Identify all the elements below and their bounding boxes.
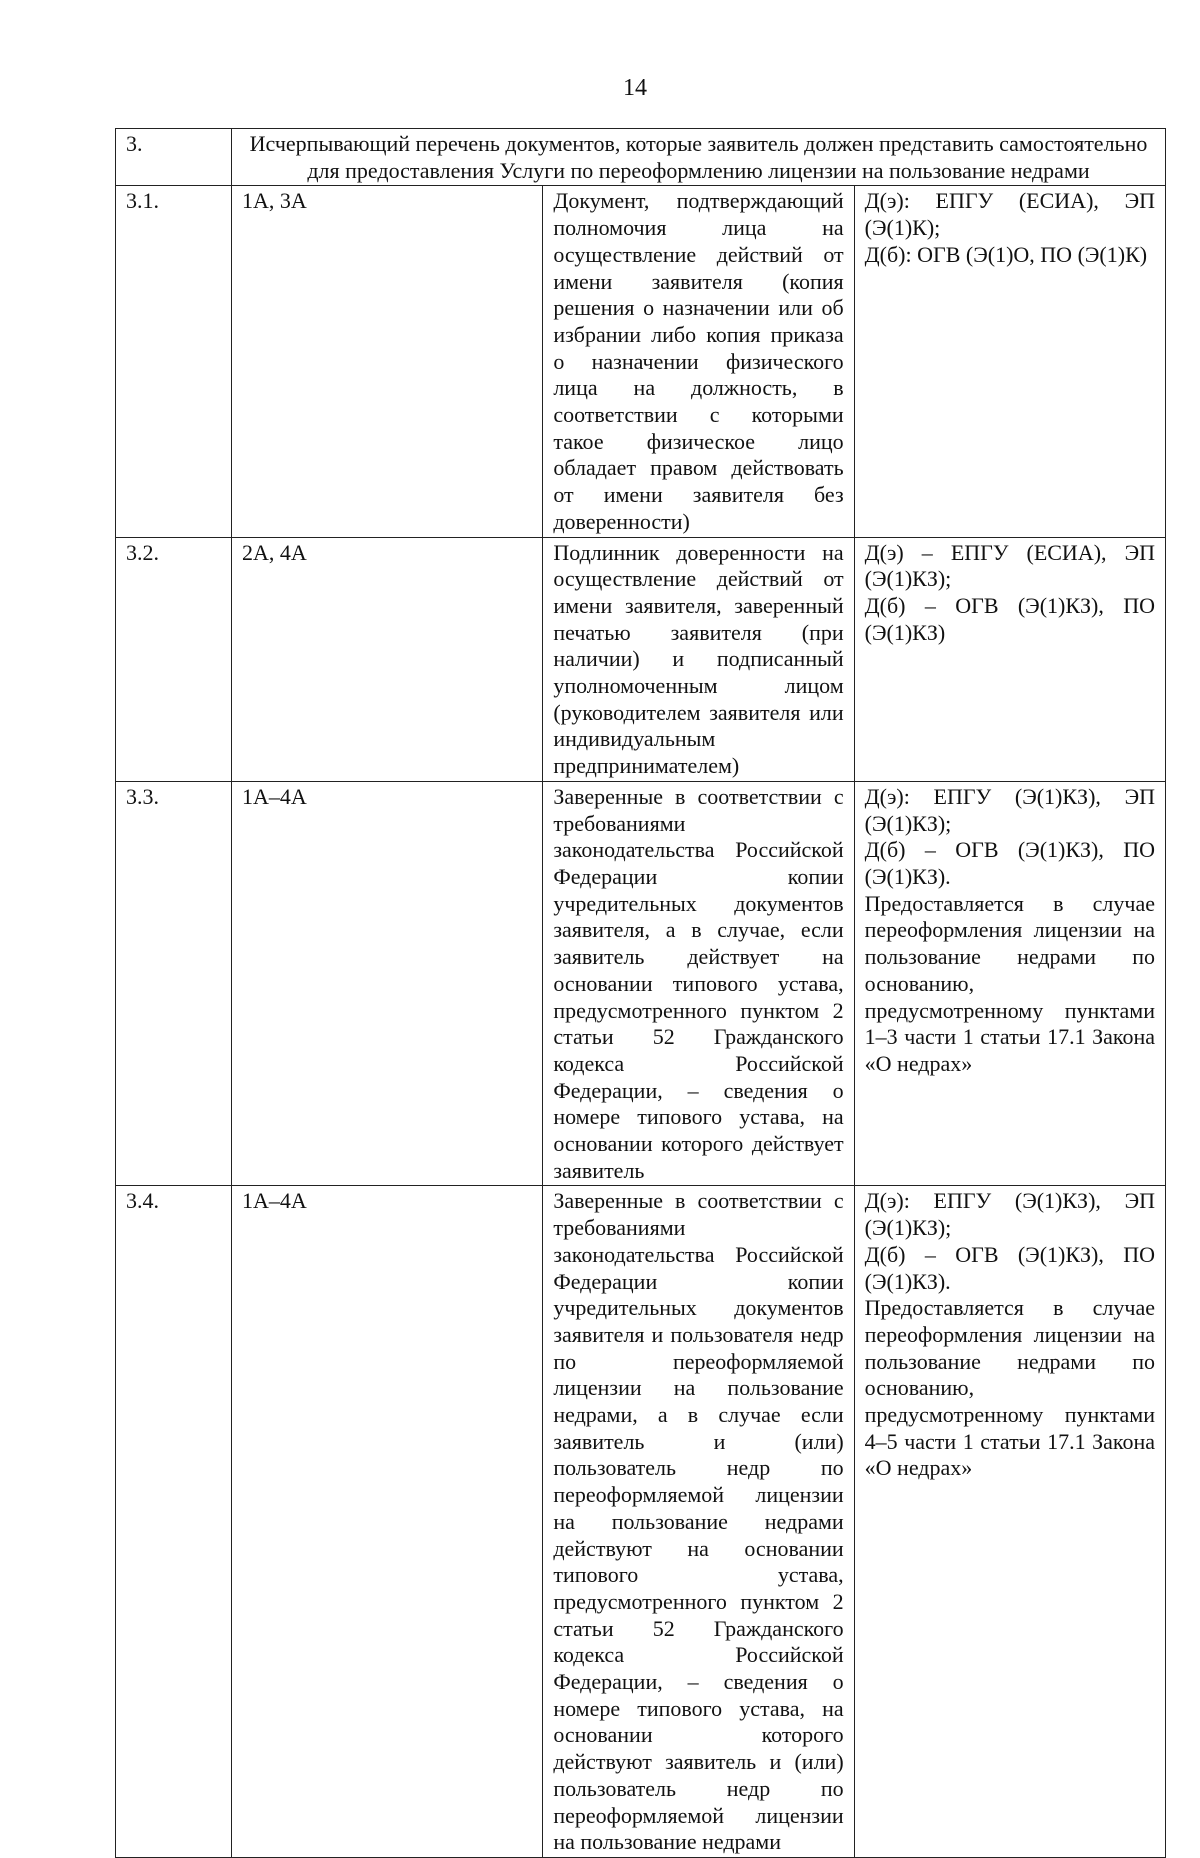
row-number: 3.4.	[116, 1186, 232, 1858]
method-line: Д(э): ЕПГУ (ЕСИА), ЭП (Э(1)К);	[864, 188, 1155, 241]
method-line: Д(э): ЕПГУ (Э(1)КЗ), ЭП (Э(1)КЗ);	[864, 1188, 1155, 1241]
method-line: Д(б) – ОГВ (Э(1)КЗ), ПО (Э(1)КЗ).	[864, 837, 1155, 889]
row-grounds: 1А–4А	[232, 781, 543, 1186]
row-grounds: 1А, 3А	[232, 186, 543, 537]
section-title: Исчерпывающий перечень документов, которые заявитель должен представить самостоятельно для предоставления Услуги по переоформлению лицензии на пользование недрами	[232, 129, 1166, 186]
method-line: Д(б): ОГВ (Э(1)О, ПО (Э(1)К)	[864, 241, 1148, 267]
table-row	[116, 537, 1166, 781]
row-number: 3.1.	[116, 186, 232, 537]
table-row	[116, 1186, 1166, 1858]
row-document: Заверенные в соответствии с требованиями законодательства Российской Федерации копии учредительных документов заявителя, а в случае, если заявитель действует на основании типового устава, предусмотренного пунктом 2 статьи 52 Гражданского кодекса Российской Федерации, – сведения о номере типового устава, на основании которого действует заявитель	[543, 781, 854, 1186]
documents-table	[115, 128, 1166, 1858]
section-header-row	[116, 129, 1166, 186]
method-line: Д(э): ЕПГУ (Э(1)КЗ), ЭП (Э(1)КЗ);	[864, 783, 1155, 836]
method-note: Предоставляется в случае переоформления лицензии на пользование недрами по основанию, предусмотренному пунктами 1–3 части 1 статьи 17.1 Закона «О недрах»	[864, 890, 1155, 1076]
section-number: 3.	[116, 129, 232, 186]
method-line: Д(б) – ОГВ (Э(1)КЗ), ПО (Э(1)КЗ)	[864, 592, 1155, 645]
table-row	[116, 186, 1166, 537]
row-number: 3.2.	[116, 537, 232, 781]
row-grounds: 1А–4А	[232, 1186, 543, 1858]
row-document: Подлинник доверенности на осуществление действий от имени заявителя, заверенный печатью заявителя (при наличии) и подписанный уполномоченным лицом (руководителем заявителя или индивидуальным предпринимателем)	[543, 537, 854, 781]
row-document: Документ, подтверждающий полномочия лица на осуществление действий от имени заявителя (копия решения о назначении или об избрании либо копия приказа о назначении физического лица на должность, в соответствии с которыми такое физическое лицо обладает правом действовать от имени заявителя без доверенности)	[543, 186, 854, 537]
row-document: Заверенные в соответствии с требованиями законодательства Российской Федерации копии учредительных документов заявителя и пользователя недр по переоформляемой лицензии на пользование недрами, а в случае если заявитель и (или) пользователь недр по переоформляемой лицензии на пользование недрами действуют на основании типового устава, предусмотренного пунктом 2 статьи 52 Гражданского кодекса Российской Федерации, – сведения о номере типового устава, на основании которого действуют заявитель и (или) пользователь недр по переоформляемой лицензии на пользование недрами	[543, 1186, 854, 1858]
row-methods	[854, 537, 1165, 781]
table-row	[116, 781, 1166, 1186]
method-note: Предоставляется в случае переоформления лицензии на пользование недрами по основанию, предусмотренному пунктами 4–5 части 1 статьи 17.1 Закона «О недрах»	[864, 1295, 1155, 1481]
method-line: Д(б) – ОГВ (Э(1)КЗ), ПО (Э(1)КЗ).	[864, 1241, 1155, 1294]
row-methods	[854, 781, 1165, 1186]
method-line: Д(э) – ЕПГУ (ЕСИА), ЭП (Э(1)КЗ);	[864, 539, 1155, 592]
row-number: 3.3.	[116, 781, 232, 1186]
row-grounds: 2А, 4А	[232, 537, 543, 781]
page-number: 14	[623, 75, 647, 101]
row-methods	[854, 1186, 1165, 1858]
row-methods	[854, 186, 1165, 537]
